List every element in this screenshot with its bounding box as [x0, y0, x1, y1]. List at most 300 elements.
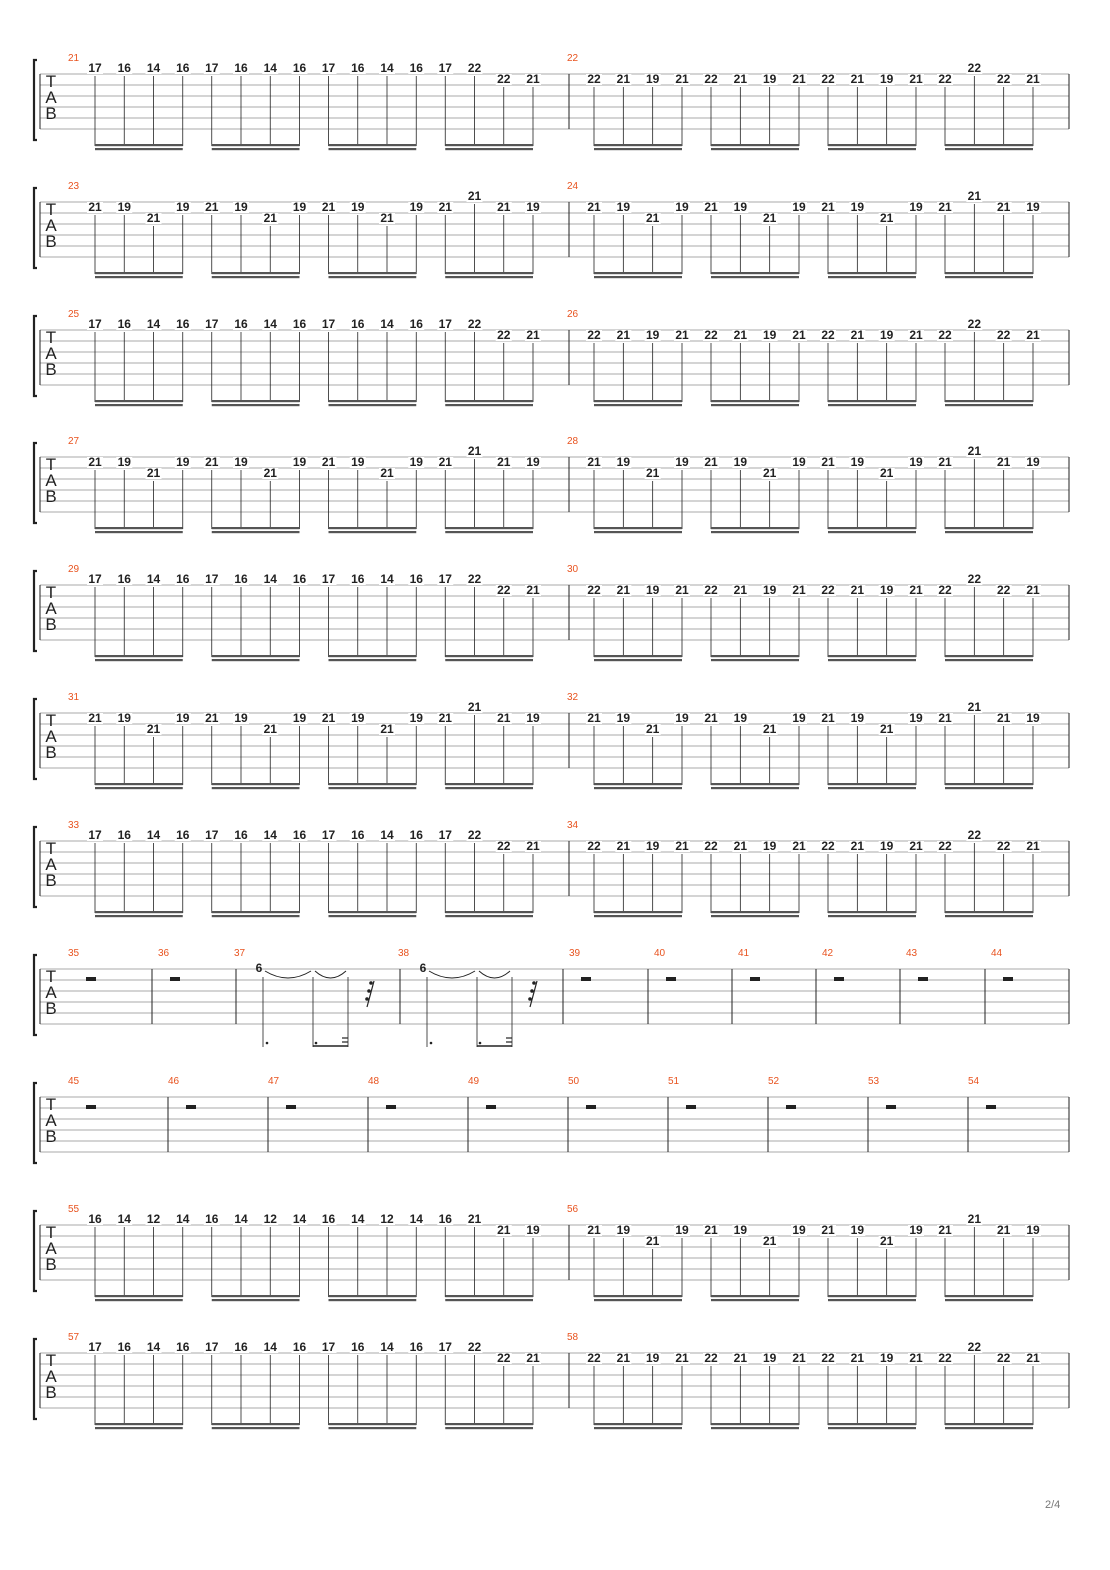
fret-number: 16: [117, 828, 131, 842]
fret-number: 22: [967, 1340, 982, 1354]
whole-rest: [666, 977, 676, 981]
whole-rest: [486, 1105, 496, 1109]
beam: [329, 911, 417, 913]
fret-number: 19: [117, 711, 131, 725]
tab-clef-letter: T: [45, 1095, 57, 1114]
fret-number: 21: [675, 1351, 689, 1365]
fret-number: 12: [380, 1212, 394, 1226]
whole-rest: [786, 1105, 796, 1109]
tab-clef-letter: B: [45, 232, 57, 251]
measure-number: 50: [568, 1076, 580, 1087]
beam: [329, 787, 417, 789]
measure-number: 36: [158, 948, 170, 959]
system-bracket: [34, 188, 37, 268]
beam: [711, 527, 799, 529]
beam: [594, 1299, 682, 1301]
beam: [594, 144, 682, 146]
fret-number: 19: [616, 455, 631, 469]
fret-number: 19: [351, 200, 365, 214]
tab-clef-letter: T: [45, 72, 57, 91]
fret-number: 16: [409, 317, 423, 331]
fret-number: 21: [909, 72, 923, 86]
beam: [828, 1295, 916, 1297]
tab-clef-letter: A: [45, 1367, 57, 1386]
fret-number: 21: [879, 722, 894, 736]
tab-clef-letter: A: [45, 855, 57, 874]
fret-number: 21: [88, 455, 102, 469]
beam: [945, 783, 1033, 785]
whole-rest: [186, 1105, 196, 1109]
fret-number: 21: [879, 211, 894, 225]
fret-number: 22: [967, 572, 982, 586]
beam: [95, 144, 183, 146]
beam: [95, 1427, 183, 1429]
fret-number: 21: [909, 1351, 923, 1365]
fret-number: 21: [467, 1212, 482, 1226]
measure-number: 28: [567, 436, 579, 447]
beam: [329, 400, 417, 402]
fret-number: 19: [234, 200, 248, 214]
fret-number: 16: [117, 317, 131, 331]
fret-number: 19: [762, 72, 777, 86]
fret-number: 22: [996, 1351, 1011, 1365]
fret-number: 22: [996, 72, 1011, 86]
beam: [445, 1423, 533, 1425]
tab-clef-letter: A: [45, 1239, 57, 1258]
tab-clef-letter: T: [45, 1223, 57, 1242]
measure-number: 51: [668, 1076, 680, 1087]
fret-number: 19: [409, 711, 423, 725]
fret-number: 19: [850, 1223, 865, 1237]
whole-rest: [386, 1105, 396, 1109]
beam: [212, 144, 300, 146]
fret-number: 22: [467, 61, 482, 75]
measure-number: 29: [68, 564, 80, 575]
fret-number: 21: [704, 200, 718, 214]
beam: [212, 915, 300, 917]
beam: [945, 915, 1033, 917]
beam: [445, 655, 533, 657]
measure-number: 49: [468, 1076, 480, 1087]
beam: [711, 272, 799, 274]
beam: [212, 1295, 300, 1297]
tab-clef-letter: A: [45, 599, 57, 618]
fret-number: 21: [205, 455, 219, 469]
beam: [594, 1295, 682, 1297]
beam: [445, 659, 533, 661]
measure-number: 55: [68, 1204, 80, 1215]
fret-number: 22: [497, 72, 511, 86]
fret-number: 17: [205, 828, 219, 842]
fret-number: 19: [526, 711, 540, 725]
tab-clef-letter: T: [45, 711, 57, 730]
fret-number: 16: [409, 61, 423, 75]
fret-number: 21: [996, 1223, 1011, 1237]
fret-number: 21: [616, 583, 631, 597]
measure-number: 23: [68, 181, 80, 192]
fret-number: 21: [88, 200, 102, 214]
fret-number: 22: [704, 839, 718, 853]
fret-number: 14: [146, 828, 161, 842]
beam: [212, 659, 300, 661]
beam: [212, 655, 300, 657]
beam: [828, 1299, 916, 1301]
fret-number: 19: [879, 1351, 894, 1365]
fret-number: 21: [792, 839, 806, 853]
beam: [945, 659, 1033, 661]
beam: [95, 915, 183, 917]
fret-number: 21: [909, 328, 923, 342]
tab-clef-letter: A: [45, 727, 57, 746]
measure-number: 40: [654, 948, 666, 959]
tab-clef-letter: T: [45, 200, 57, 219]
tab-clef-letter: T: [45, 1351, 57, 1370]
fret-number: 22: [467, 1340, 482, 1354]
fret-number: 22: [938, 72, 952, 86]
whole-rest: [886, 1105, 896, 1109]
fret-number: 19: [176, 455, 190, 469]
fret-number: 19: [733, 455, 748, 469]
beam: [445, 783, 533, 785]
fret-number: 19: [1026, 1223, 1040, 1237]
beam: [594, 659, 682, 661]
whole-rest: [1003, 977, 1013, 981]
fret-number: 21: [587, 1223, 601, 1237]
measure-number: 37: [234, 948, 246, 959]
fret-number: 19: [762, 839, 777, 853]
beam: [594, 527, 682, 529]
fret-number: 21: [380, 211, 394, 225]
fret-number: 21: [616, 839, 631, 853]
beam: [945, 276, 1033, 278]
beam: [711, 400, 799, 402]
beam: [95, 911, 183, 913]
beam: [828, 527, 916, 529]
fret-number: 16: [351, 61, 365, 75]
fret-number: 16: [292, 1340, 307, 1354]
page-number: 2/4: [1045, 1499, 1061, 1511]
tab-clef-letter: B: [45, 360, 57, 379]
measure-number: 56: [567, 1204, 579, 1215]
fret-number: 22: [996, 839, 1011, 853]
fret-number: 21: [321, 711, 336, 725]
system-bracket: [34, 1083, 37, 1163]
beam: [945, 272, 1033, 274]
fret-number: 19: [117, 455, 131, 469]
fret-number: 16: [234, 572, 248, 586]
beam: [594, 1423, 682, 1425]
fret-number: 19: [792, 455, 806, 469]
fret-number: 17: [88, 1340, 102, 1354]
fret-number: 19: [792, 200, 806, 214]
beam: [95, 527, 183, 529]
fret-number: 21: [938, 200, 952, 214]
beam: [95, 1299, 183, 1301]
beam: [445, 1299, 533, 1301]
beam: [212, 276, 300, 278]
beam: [828, 1427, 916, 1429]
fret-number: 17: [88, 317, 102, 331]
beam: [329, 148, 417, 150]
fret-number: 19: [526, 455, 540, 469]
beam: [95, 659, 183, 661]
beam: [212, 148, 300, 150]
fret-number: 17: [438, 61, 452, 75]
system-bracket: [34, 827, 37, 907]
fret-number: 14: [117, 1212, 131, 1226]
fret-number: 21: [821, 1223, 835, 1237]
fret-number: 16: [351, 828, 365, 842]
beam: [711, 404, 799, 406]
fret-number: 22: [967, 828, 982, 842]
fret-number: 22: [996, 328, 1011, 342]
fret-number: 16: [234, 1340, 248, 1354]
system-bracket: [34, 60, 37, 140]
system-bracket: [34, 955, 37, 1035]
beam: [95, 272, 183, 274]
sixteenth-rest: [530, 981, 537, 1007]
fret-number: 17: [321, 317, 336, 331]
rest-dot: [365, 997, 369, 1001]
fret-number: 21: [996, 200, 1011, 214]
fret-number: 19: [909, 455, 923, 469]
system-bracket: [34, 699, 37, 779]
fret-number: 16: [292, 828, 307, 842]
fret-number: 17: [321, 828, 336, 842]
beam: [945, 400, 1033, 402]
beam: [95, 787, 183, 789]
beam: [711, 915, 799, 917]
fret-number: 21: [616, 72, 631, 86]
fret-number: 16: [234, 61, 248, 75]
fret-number: 21: [821, 711, 835, 725]
measure-number: 25: [68, 309, 80, 320]
fret-number: 16: [117, 1340, 131, 1354]
fret-number: 21: [909, 583, 923, 597]
beam: [95, 276, 183, 278]
fret-number: 19: [909, 711, 923, 725]
fret-number: 21: [616, 328, 631, 342]
tab-clef-letter: A: [45, 471, 57, 490]
beam: [828, 144, 916, 146]
beam: [594, 911, 682, 913]
fret-number: 21: [762, 1234, 777, 1248]
tab-clef-letter: A: [45, 88, 57, 107]
fret-number: 22: [587, 1351, 601, 1365]
fret-number: 19: [733, 200, 748, 214]
beam: [329, 655, 417, 657]
fret-number: 19: [1026, 711, 1040, 725]
beam: [594, 655, 682, 657]
dot: [479, 1042, 482, 1045]
fret-number: 22: [587, 839, 601, 853]
tab-clef-letter: B: [45, 999, 57, 1018]
beam: [212, 1299, 300, 1301]
fret-number: 21: [967, 444, 982, 458]
fret-number: 21: [792, 583, 806, 597]
beam: [329, 783, 417, 785]
fret-number: 22: [497, 839, 511, 853]
fret-number: 21: [146, 211, 161, 225]
beam: [329, 1427, 417, 1429]
fret-number: 16: [351, 1340, 365, 1354]
fret-number: 16: [88, 1212, 102, 1226]
beam: [95, 148, 183, 150]
beam: [711, 911, 799, 913]
fret-number: 17: [88, 828, 102, 842]
beam: [95, 783, 183, 785]
measure-number: 45: [68, 1076, 80, 1087]
beam: [711, 783, 799, 785]
fret-number: 14: [263, 828, 277, 842]
measure-number: 30: [567, 564, 579, 575]
fret-number: 6: [419, 961, 427, 975]
fret-number: 14: [176, 1212, 190, 1226]
beam: [95, 404, 183, 406]
beam: [945, 1295, 1033, 1297]
beam: [329, 144, 417, 146]
fret-number: 17: [438, 828, 452, 842]
fret-number: 16: [117, 61, 131, 75]
beam: [445, 527, 533, 529]
fret-number: 21: [879, 466, 894, 480]
fret-number: 21: [1026, 839, 1040, 853]
fret-number: 21: [938, 711, 952, 725]
fret-number: 21: [205, 711, 219, 725]
measure-number: 52: [768, 1076, 780, 1087]
whole-rest: [286, 1105, 296, 1109]
tab-clef-letter: T: [45, 967, 57, 986]
fret-number: 19: [645, 1351, 660, 1365]
beam: [945, 144, 1033, 146]
tab-clef-letter: A: [45, 983, 57, 1002]
fret-number: 19: [616, 711, 631, 725]
tab-clef-letter: A: [45, 1111, 57, 1130]
beam: [445, 531, 533, 533]
tab-clef-letter: A: [45, 344, 57, 363]
sixteenth-rest: [367, 981, 374, 1007]
measure-number: 22: [567, 53, 579, 64]
fret-number: 22: [821, 72, 835, 86]
measure-number: 54: [968, 1076, 980, 1087]
beam: [945, 655, 1033, 657]
beam: [212, 527, 300, 529]
fret-number: 22: [704, 583, 718, 597]
fret-number: 21: [526, 72, 540, 86]
fret-number: 21: [263, 211, 277, 225]
fret-number: 22: [497, 1351, 511, 1365]
beam: [711, 1299, 799, 1301]
whole-rest: [686, 1105, 696, 1109]
measure-number: 43: [906, 948, 918, 959]
fret-number: 19: [850, 200, 865, 214]
fret-number: 12: [146, 1212, 161, 1226]
fret-number: 21: [380, 466, 394, 480]
fret-number: 21: [645, 722, 660, 736]
beam: [329, 1423, 417, 1425]
fret-number: 12: [263, 1212, 277, 1226]
system-bracket: [34, 571, 37, 651]
rest-dot: [530, 989, 534, 993]
dot: [266, 1042, 269, 1045]
fret-number: 21: [733, 839, 748, 853]
fret-number: 14: [292, 1212, 307, 1226]
beam: [828, 148, 916, 150]
tie: [315, 971, 346, 978]
beam: [212, 272, 300, 274]
tab-clef-letter: B: [45, 104, 57, 123]
fret-number: 19: [762, 1351, 777, 1365]
fret-number: 14: [380, 828, 394, 842]
fret-number: 19: [526, 200, 540, 214]
fret-number: 22: [497, 328, 511, 342]
fret-number: 21: [850, 1351, 865, 1365]
beam: [945, 404, 1033, 406]
fret-number: 21: [645, 466, 660, 480]
fret-number: 21: [704, 455, 718, 469]
fret-number: 19: [909, 200, 923, 214]
fret-number: 19: [645, 583, 660, 597]
measure-number: 35: [68, 948, 80, 959]
beam: [329, 272, 417, 274]
beam: [445, 911, 533, 913]
whole-rest: [834, 977, 844, 981]
measure-number: 57: [68, 1332, 80, 1343]
fret-number: 21: [205, 200, 219, 214]
fret-number: 21: [909, 839, 923, 853]
fret-number: 21: [467, 189, 482, 203]
fret-number: 22: [821, 839, 835, 853]
fret-number: 21: [526, 583, 540, 597]
beam: [212, 787, 300, 789]
fret-number: 21: [497, 711, 511, 725]
fret-number: 22: [467, 572, 482, 586]
beam: [828, 400, 916, 402]
fret-number: 19: [351, 455, 365, 469]
fret-number: 19: [675, 455, 689, 469]
fret-number: 14: [263, 61, 277, 75]
fret-number: 21: [321, 455, 336, 469]
measure-number: 39: [569, 948, 581, 959]
dot: [315, 1042, 318, 1045]
fret-number: 16: [205, 1212, 219, 1226]
fret-number: 19: [616, 1223, 631, 1237]
tab-clef-letter: T: [45, 455, 57, 474]
tab-clef-letter: T: [45, 583, 57, 602]
fret-number: 19: [675, 1223, 689, 1237]
beam: [329, 531, 417, 533]
fret-number: 21: [645, 1234, 660, 1248]
beam: [594, 1427, 682, 1429]
fret-number: 21: [967, 189, 982, 203]
fret-number: 21: [321, 200, 336, 214]
fret-number: 14: [380, 572, 394, 586]
fret-number: 14: [380, 1340, 394, 1354]
beam: [945, 531, 1033, 533]
tab-clef-letter: B: [45, 1383, 57, 1402]
beam: [594, 272, 682, 274]
fret-number: 21: [467, 444, 482, 458]
beam: [594, 400, 682, 402]
whole-rest: [170, 977, 180, 981]
fret-number: 21: [996, 711, 1011, 725]
fret-number: 17: [438, 317, 452, 331]
beam: [711, 1427, 799, 1429]
fret-number: 19: [850, 711, 865, 725]
beam: [95, 531, 183, 533]
tie: [265, 971, 311, 978]
fret-number: 21: [733, 328, 748, 342]
